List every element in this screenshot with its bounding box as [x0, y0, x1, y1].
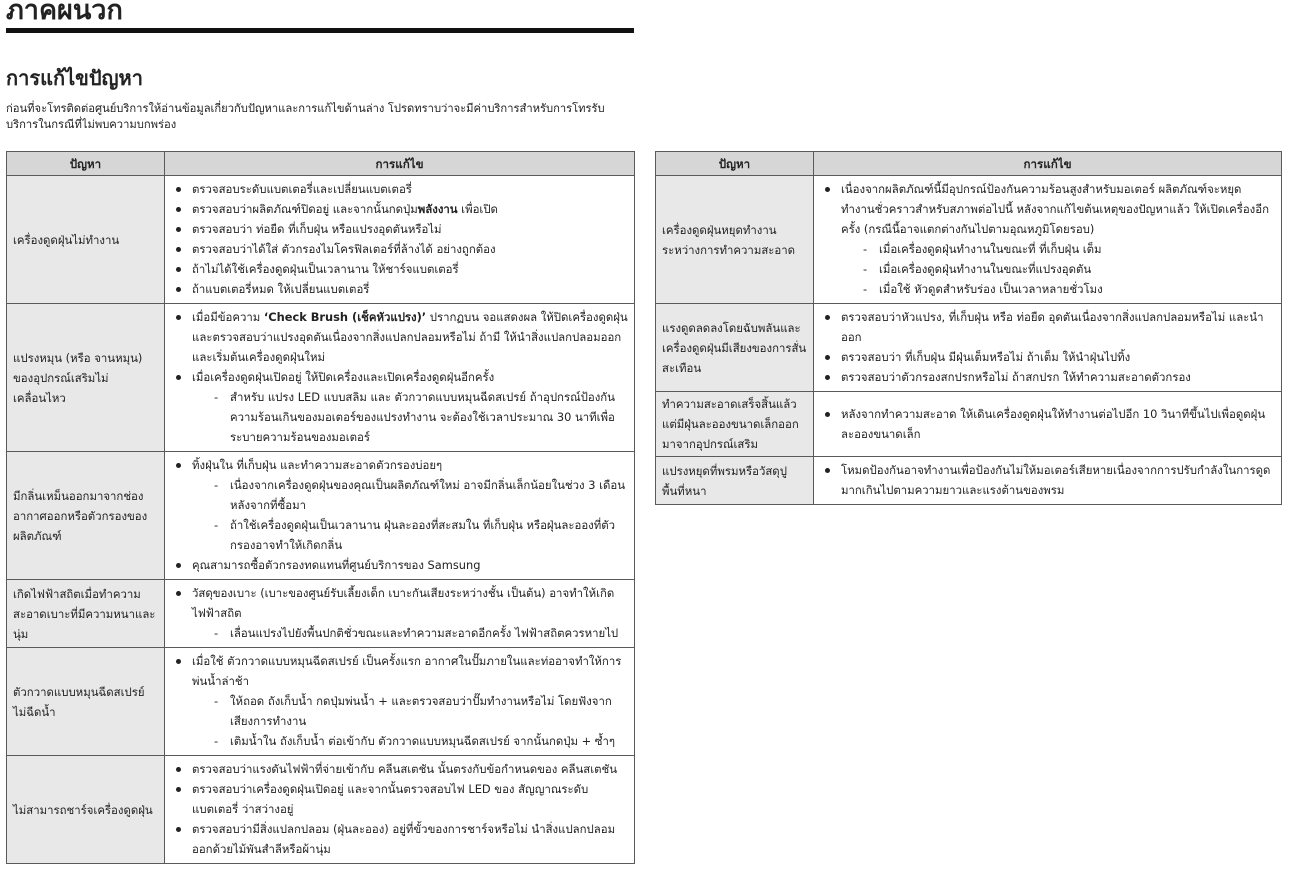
table-row	[7, 452, 635, 580]
solution-text: ตรวจสอบว่าผลิตภัณฑ์ปิดอยู่ และจากนั้นกดปุ่ม	[192, 202, 418, 216]
solution-text: ตรวจสอบว่าเครื่องดูดฝุ่นเปิดอยู่ และจากนั้นตรวจสอบไฟ LED ของ สัญญาณระดับแบตเตอรี่ ว่าสว่างอยู่	[192, 782, 589, 816]
table-body	[656, 176, 1282, 505]
solution-list	[171, 179, 628, 299]
sub-list	[841, 239, 1275, 299]
solution-text: ตรวจสอบว่าหัวแปรง, ที่เก็บฝุ่น หรือ ท่อยืด อุดตันเนื่องจากสิ่งแปลกปลอมหรือไม่ และนำออก	[841, 310, 1264, 344]
solution-list	[171, 759, 628, 859]
solution-text: เมื่อมีข้อความ	[192, 310, 264, 324]
solution-list	[820, 460, 1275, 500]
troubleshooting-table-right	[655, 151, 1282, 505]
solution-text: ตรวจสอบว่าได้ใส่ ตัวกรองไมโครฟิลเตอร์ที่ล้างได้ อย่างถูกต้อง	[192, 242, 496, 256]
table-row	[7, 304, 635, 452]
solution-cell	[165, 304, 635, 452]
table-body	[7, 176, 635, 864]
sub-item: - เมื่อเครื่องดูดฝุ่นทำงานในขณะที่แปรงอุดตัน	[841, 259, 1275, 279]
solution-list	[171, 583, 628, 643]
problem-cell: แปรงหยุดที่พรมหรือวัสดุปูพื้นที่หนา	[656, 457, 814, 505]
solution-cell	[814, 304, 1282, 392]
problem-header: ปัญหา	[656, 152, 814, 176]
sub-item: - เติมน้ำใน ถังเก็บน้ำ ต่อเข้ากับ ตัวกวาดแบบหมุนฉีดสเปรย์ จากนั้นกดปุ่ม + ซ้ำๆ	[192, 731, 628, 751]
solution-item	[820, 367, 1275, 387]
solution-text-after: เพื่อเปิด	[457, 202, 498, 216]
solution-cell	[165, 648, 635, 756]
solution-item	[171, 259, 628, 279]
problem-cell: มีกลิ่นเหม็นออกมาจากช่องอากาศออกหรือตัวกรองของผลิตภัณฑ์	[7, 452, 165, 580]
table-row	[7, 648, 635, 756]
solution-text: วัสดุของเบาะ (เบาะของศูนย์รับเลี้ยงเด็ก เบาะกันเสียงระหว่างชั้น เป็นต้น) อาจทำให้เกิดไฟฟ้าสถิต	[192, 586, 615, 620]
solution-emphasis: พลังงาน	[417, 202, 458, 216]
sub-item: - ถ้าใช้เครื่องดูดฝุ่นเป็นเวลานาน ฝุ่นละอองที่สะสมใน ที่เก็บฝุ่น หรือฝุ่นละอองที่ตัวกรองอาจทำให้เกิดกลิ่น	[192, 515, 628, 555]
solution-text: ตรวจสอบว่าแรงดันไฟฟ้าที่จ่ายเข้ากับ คลีนสเตชัน นั้นตรงกับข้อกำหนดของ คลีนสเตชัน	[192, 762, 618, 776]
solution-text: หลังจากทำความสะอาด ให้เดินเครื่องดูดฝุ่นให้ทำงานต่อไปอีก 10 วินาทีขึ้นไปเพื่อดูดฝุ่นละอองขนาดเล็ก	[841, 406, 1266, 441]
solution-item	[171, 307, 628, 367]
solution-text: เมื่อใช้ ตัวกวาดแบบหมุนฉีดสเปรย์ เป็นครั้งแรก อากาศในปั๊มภายในและท่ออาจทำให้การพ่นน้ำล่าช้า	[192, 654, 622, 688]
solution-item	[171, 455, 628, 555]
problem-cell: ตัวกวาดแบบหมุนฉีดสเปรย์ ไม่ฉีดน้ำ	[7, 648, 165, 756]
sub-list	[192, 623, 628, 643]
sub-item: - สำหรับ แปรง LED แบบสลิม และ ตัวกวาดแบบหมุนฉีดสเปรย์ ถ้าอุปกรณ์ป้องกันความร้อนเกินของมอเตอร์ของแปรงทำงาน จะต้องใช้เวลาประมาณ 30 นาทีเพื่อระบายความร้อนของมอเตอร์	[192, 387, 628, 447]
solution-text: เมื่อเครื่องดูดฝุ่นเปิดอยู่ ให้ปิดเครื่องและเปิดเครื่องดูดฝุ่นอีกครั้ง	[192, 370, 495, 384]
solution-text: คุณสามารถซื้อตัวกรองทดแทนที่ศูนย์บริการของ Samsung	[192, 558, 481, 572]
problem-cell: เกิดไฟฟ้าสถิตเมื่อทำความสะอาดเบาะที่มีความหนาและนุ่ม	[7, 580, 165, 648]
solution-item	[171, 239, 628, 259]
solution-cell	[814, 176, 1282, 304]
table-row	[656, 304, 1282, 392]
table-row	[656, 392, 1282, 457]
table-row	[7, 580, 635, 648]
solution-list	[820, 179, 1275, 299]
problem-cell: เครื่องดูดฝุ่นไม่ทำงาน	[7, 176, 165, 304]
solution-cell	[165, 580, 635, 648]
problem-header: ปัญหา	[7, 152, 165, 176]
table-header-row	[7, 152, 635, 176]
solution-text-after: ปรากฏบน จอแสดงผล ให้ปิดเครื่องดูดฝุ่นและตรวจสอบว่าแปรงอุดตันเนื่องจากสิ่งแปลกปลอมหรือไม่ ถ้ามี ให้นำสิ่งแปลกปลอมออกและเริ่มต้นเครื่องดูดฝุ่นใหม่	[192, 310, 628, 364]
solution-text: ตรวจสอบว่ามีสิ่งแปลกปลอม (ฝุ่นละออง) อยู่ที่ขั้วของการชาร์จหรือไม่ นำสิ่งแปลกปลอมออกด้วยไม้พันสำลีหรือผ้านุ่ม	[192, 822, 616, 856]
sub-list	[192, 387, 628, 447]
solution-text: ถ้าแบตเตอรี่หมด ให้เปลี่ยนแบตเตอรี่	[192, 282, 370, 296]
solution-text: ทิ้งฝุ่นใน ที่เก็บฝุ่น และทำความสะอาดตัวกรองบ่อยๆ	[192, 458, 443, 472]
troubleshooting-table-left	[6, 151, 635, 864]
problem-cell: แปรงหมุน (หรือ จานหมุน) ของอุปกรณ์เสริมไม่เคลื่อนไหว	[7, 304, 165, 452]
solution-item	[820, 460, 1275, 500]
solution-text: ตรวจสอบว่า ท่อยืด ที่เก็บฝุ่น หรือแปรงอุดตันหรือไม่	[192, 222, 442, 236]
solution-item	[171, 219, 628, 239]
solution-list	[171, 455, 628, 575]
solution-list	[820, 307, 1275, 387]
solution-text: ตรวจสอบระดับแบตเตอรี่และเปลี่ยนแบตเตอรี่	[192, 182, 412, 196]
solution-item	[171, 367, 628, 447]
intro-text: ก่อนที่จะโทรติดต่อศูนย์บริการให้อ่านข้อมูลเกี่ยวกับปัญหาและการแก้ไขด้านล่าง โปรดทราบว่าจะมีค่าบริการสำหรับการโทรรับบริการในกรณีที่ไม่พบความบกพร่อง	[6, 102, 605, 131]
table-row	[656, 176, 1282, 304]
solution-item	[820, 404, 1275, 444]
title-rule	[6, 28, 634, 33]
solution-text: ตรวจสอบว่าตัวกรองสกปรกหรือไม่ ถ้าสกปรก ให้ทำความสะอาดตัวกรอง	[841, 370, 1191, 384]
section-title: การแก้ไขปัญหา	[6, 66, 143, 90]
table-row	[7, 756, 635, 864]
problem-cell: ไม่สามารถชาร์จเครื่องดูดฝุ่น	[7, 756, 165, 864]
page-title: ภาคผนวก	[6, 0, 123, 26]
problem-cell: เครื่องดูดฝุ่นหยุดทำงานระหว่างการทำความสะอาด	[656, 176, 814, 304]
table-header-row	[656, 152, 1282, 176]
solution-cell	[165, 176, 635, 304]
solution-item	[171, 583, 628, 643]
sub-item: - ให้ถอด ถังเก็บน้ำ กดปุ่มพ่นน้ำ + และตรวจสอบว่าปั๊มทำงานหรือไม่ โดยฟังจากเสียงการทำงาน	[192, 691, 628, 731]
solution-item	[171, 759, 628, 779]
table-row	[7, 176, 635, 304]
sub-item: - เมื่อเครื่องดูดฝุ่นทำงานในขณะที่ ที่เก็บฝุ่น เต็ม	[841, 239, 1275, 259]
solution-text: ถ้าไม่ได้ใช้เครื่องดูดฝุ่นเป็นเวลานาน ให้ชาร์จแบตเตอรี่	[192, 262, 459, 276]
solution-list	[820, 404, 1275, 444]
solution-item	[171, 651, 628, 751]
sub-item: - เนื่องจากเครื่องดูดฝุ่นของคุณเป็นผลิตภัณฑ์ใหม่ อาจมีกลิ่นเล็กน้อยในช่วง 3 เดือนหลังจากที่ซื้อมา	[192, 475, 628, 515]
solution-text: ตรวจสอบว่า ที่เก็บฝุ่น มีฝุ่นเต็มหรือไม่ ถ้าเต็ม ให้นำฝุ่นไปทิ้ง	[841, 350, 1131, 364]
solution-item	[820, 307, 1275, 347]
solution-text: โหมดป้องกันอาจทำงานเพื่อป้องกันไม่ให้มอเตอร์เสียหายเนื่องจากการปรับกำลังในการดูดมากเกินไปตามความยาวและแรงต้านของพรม	[841, 463, 1271, 497]
solution-cell	[814, 392, 1282, 457]
solution-header: การแก้ไข	[165, 152, 635, 176]
problem-cell: ทำความสะอาดเสร็จสิ้นแล้วแต่มีฝุ่นละอองขนาดเล็กออกมาจากอุปกรณ์เสริม	[656, 392, 814, 457]
solution-item	[171, 819, 628, 859]
problem-cell: แรงดูดลดลงโดยฉับพลันและเครื่องดูดฝุ่นมีเสียงของการสั่นสะเทือน	[656, 304, 814, 392]
solution-cell	[165, 756, 635, 864]
solution-header: การแก้ไข	[814, 152, 1282, 176]
table-row	[656, 457, 1282, 505]
solution-emphasis: ‘Check Brush (เช็คหัวแปรง)’	[263, 310, 427, 324]
solution-cell	[165, 452, 635, 580]
sub-list	[192, 475, 628, 555]
solution-list	[171, 651, 628, 751]
solution-item	[171, 199, 628, 219]
solution-item	[171, 555, 628, 575]
sub-item: - เมื่อใช้ หัวดูดสำหรับร่อง เป็นเวลาหลายชั่วโมง	[841, 279, 1275, 299]
solution-cell	[814, 457, 1282, 505]
sub-list	[192, 691, 628, 751]
solution-item	[820, 179, 1275, 299]
solution-item	[820, 347, 1275, 367]
solution-list	[171, 307, 628, 447]
solution-text: เนื่องจากผลิตภัณฑ์นี้มีอุปกรณ์ป้องกันความร้อนสูงสำหรับมอเตอร์ ผลิตภัณฑ์จะหยุดทำงานชั่วคราวสำหรับสภาพต่อไปนี้ หลังจากแก้ไขต้นเหตุของปัญหาแล้ว ให้เปิดเครื่องอีกครั้ง (กรณีนี้อาจแตกต่างกันไปตามอุณหภูมิโดยรอบ)	[841, 182, 1269, 236]
solution-item	[171, 179, 628, 199]
solution-item	[171, 779, 628, 819]
sub-item: - เลื่อนแปรงไปยังพื้นปกติชั่วขณะและทำความสะอาดอีกครั้ง ไฟฟ้าสถิตควรหายไป	[192, 623, 628, 643]
solution-item	[171, 279, 628, 299]
